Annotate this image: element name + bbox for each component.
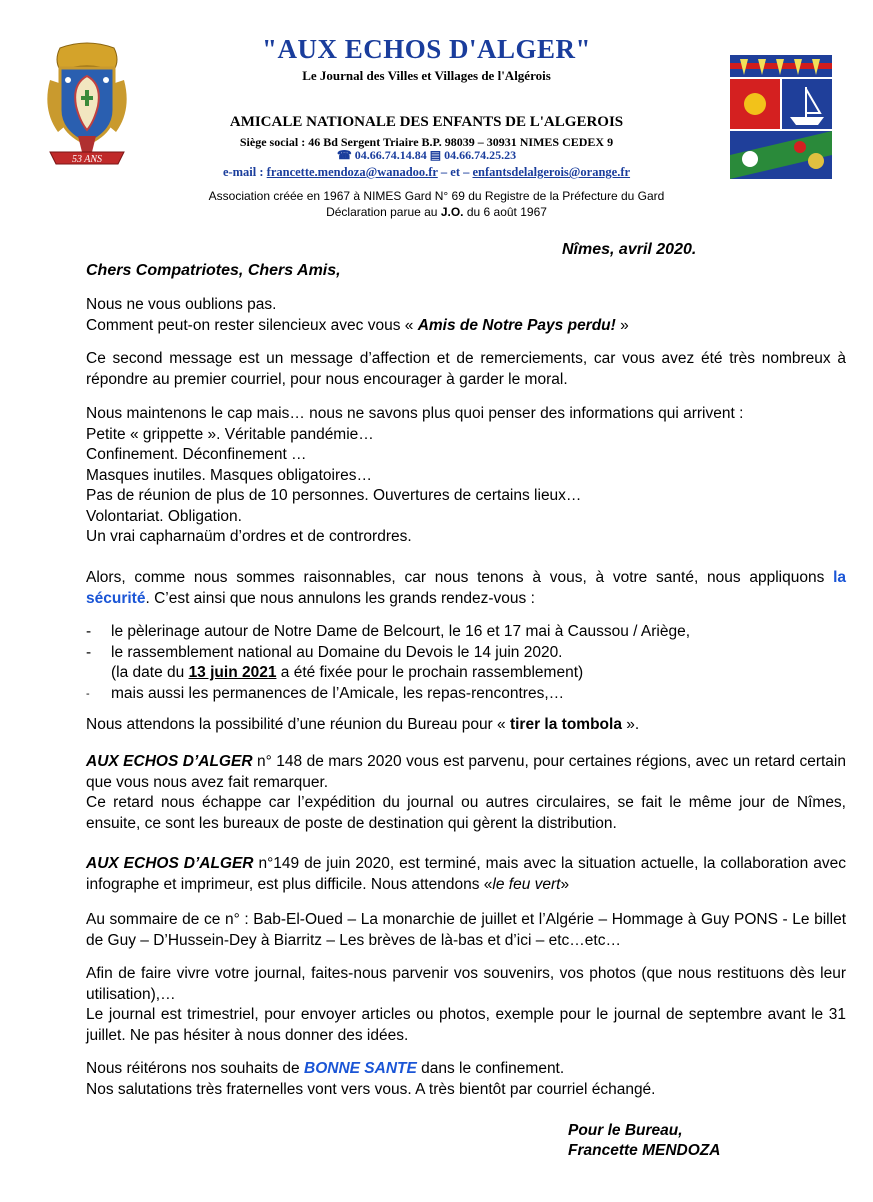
paragraph-issue-148	[86, 752, 846, 834]
list-bullet: -	[86, 623, 92, 640]
declaration-line	[0, 204, 873, 220]
signature-block	[568, 1121, 720, 1161]
delay-explanation: Ce retard nous échappe car l’expédition du journal ou autres circulaires, se fait le même jour de Nîmes, ensuite, ce sont les bureaux de poste de destination qui gèrent la distribution.	[86, 794, 846, 832]
email-link-enfants[interactable]: enfantsdelalgerois@orange.fr	[472, 165, 631, 179]
new-date-text-end: a été fixée pour le prochain rassemblement)	[280, 664, 584, 681]
head-office-address: Siège social : 46 Bd Sergent Triaire B.P. 98039 – 30931 NIMES CEDEX 9	[239, 135, 614, 149]
paragraph-issue-149	[86, 854, 846, 895]
letter-date: Nîmes, avril 2020.	[562, 241, 697, 258]
good-health-highlight: BONNE SANTE	[304, 1060, 417, 1077]
email-prefix: e-mail :	[222, 165, 264, 179]
journal-name: AUX ECHOS D’ALGER	[86, 753, 253, 770]
confusion-line: Volontariat. Obligation.	[86, 507, 242, 525]
confusion-line: Pas de réunion de plus de 10 personnes. Ouvertures de certains lieux…	[86, 487, 582, 504]
letter-greeting: Chers Compatriotes, Chers Amis,	[86, 262, 341, 279]
journal-subtitle: Le Journal des Villes et Villages de l'Algérois	[302, 68, 551, 83]
wishes-text-end: dans le confinement.	[421, 1060, 565, 1077]
list-item-text: le rassemblement national au Domaine du Devois le 14 juin 2020.	[111, 643, 563, 661]
association-registration	[0, 188, 873, 220]
declaration-text: Déclaration parue au	[326, 205, 438, 219]
green-light-phrase: le feu vert	[492, 875, 561, 893]
question-text: Comment peut-on rester silencieux avec vous «	[86, 316, 414, 334]
health-wishes	[86, 1059, 846, 1080]
phone-icon: ☎	[336, 148, 352, 162]
list-bullet: -	[86, 687, 90, 700]
paragraph-confusion	[86, 404, 846, 548]
salutations: Nos salutations très fraternelles vont vers vous. A très bientôt par courriel échangé.	[86, 1080, 656, 1098]
deadline-info: Le journal est trimestriel, pour envoyer articles ou photos, exemple pour le journal de septembre avant le 31 juillet. Ne pas hésiter à nous donner des idées.	[86, 1006, 846, 1044]
new-date-text: (la date du	[111, 664, 185, 681]
tombola-highlight: tirer la tombola	[509, 716, 622, 733]
email-separator: – et –	[440, 165, 470, 179]
closing-quote: »	[560, 875, 570, 893]
journal-name: AUX ECHOS D’ALGER	[86, 855, 254, 872]
closing-quote: »	[620, 316, 629, 334]
lost-country-phrase: Amis de Notre Pays perdu!	[417, 316, 616, 334]
list-item	[86, 684, 846, 705]
contact-emails	[0, 165, 853, 180]
contact-phones	[0, 148, 853, 163]
phone-number: 04.66.74.14.84	[354, 148, 427, 162]
signature-name: Francette MENDOZA	[568, 1142, 721, 1159]
anniversary-badge: 53 ANS	[71, 154, 103, 165]
issue-148-text: n° 148 de mars 2020 vous est parvenu, pour certaines régions, avec un retard certain que vous nous avez fait remarquer.	[86, 753, 846, 791]
cancellation-text-end: . C’est ainsi que nous annulons les grands rendez-vous :	[145, 589, 535, 607]
wishes-text: Nous réitérons nos souhaits de	[86, 1060, 300, 1077]
cancelled-events-list	[86, 622, 846, 704]
paragraph-closing	[86, 1059, 846, 1100]
tombola-text: Nous attendons la possibilité d’une réunion du Bureau pour «	[86, 716, 506, 733]
list-item	[86, 643, 846, 684]
association-name: AMICALE NATIONALE DES ENFANTS DE L'ALGEROIS	[229, 114, 624, 130]
paragraph-contents: Au sommaire de ce n° : Bab-El-Oued – La monarchie de juillet et l’Algérie – Hommage à Guy PONS - Le billet de Guy – D’Hussein-Dey à Biarritz – Les brèves de là-bas et d’ici – etc…etc…	[86, 911, 846, 949]
paragraph-contributions	[86, 964, 846, 1046]
confusion-line: Un vrai capharnaüm d’ordres et de contrordres.	[86, 528, 412, 545]
journal-officiel-abbr: J.O.	[440, 205, 464, 219]
paragraph-thanks: Ce second message est un message d’affection et de remerciements, car vous avez été très nombreux à répondre au premier courriel, pour nous encourager à garder le moral.	[86, 350, 846, 388]
fax-number: 04.66.74.25.23	[444, 148, 517, 162]
list-item-text: le pèlerinage autour de Notre Dame de Belcourt, le 16 et 17 mai à Caussou / Ariège,	[111, 623, 691, 640]
declaration-date: du 6 août 1967	[466, 205, 547, 219]
confusion-line: Confinement. Déconfinement …	[86, 446, 307, 463]
confusion-line: Nous maintenons le cap mais… nous ne savons plus quoi penser des informations qui arrivent :	[86, 405, 744, 422]
confusion-line: Masques inutiles. Masques obligatoires…	[86, 466, 373, 484]
email-link-francette[interactable]: francette.mendoza@wanadoo.fr	[266, 165, 438, 179]
list-item	[86, 622, 846, 643]
list-bullet: -	[86, 643, 92, 661]
paragraph-intro	[86, 295, 846, 336]
issue-149-text: n°149 de juin 2020, est terminé, mais avec la situation actuelle, la collaboration avec infographe et imprimeur, est plus difficile. Nous attendons «	[86, 855, 846, 893]
contribution-request: Afin de faire vivre votre journal, faites-nous parvenir vos souvenirs, vos photos (que nous restituons dès leur utilisation),…	[86, 965, 846, 1003]
fax-icon: ▤	[429, 148, 442, 162]
registration-line: Association créée en 1967 à NIMES Gard N° 69 du Registre de la Préfecture du Gard	[208, 189, 665, 203]
security-highlight: la sécurité	[86, 569, 846, 607]
paragraph-tombola	[86, 715, 846, 736]
intro-line: Nous ne vous oublions pas.	[86, 296, 277, 313]
paragraph-cancellations	[86, 568, 846, 609]
intro-line-question	[86, 316, 846, 337]
journal-title: "AUX ECHOS D'ALGER"	[261, 34, 592, 64]
list-item-text: mais aussi les permanences de l’Amicale, les repas-rencontres,…	[111, 684, 565, 702]
signature-bureau: Pour le Bureau,	[568, 1122, 683, 1139]
cancellation-text: Alors, comme nous sommes raisonnables, car nous tenons à vous, à votre santé, nous appliquons	[86, 569, 825, 586]
tombola-text-end: ».	[626, 716, 640, 733]
new-gathering-date: 13 juin 2021	[188, 664, 277, 681]
confusion-line: Petite « grippette ». Véritable pandémie…	[86, 425, 374, 443]
